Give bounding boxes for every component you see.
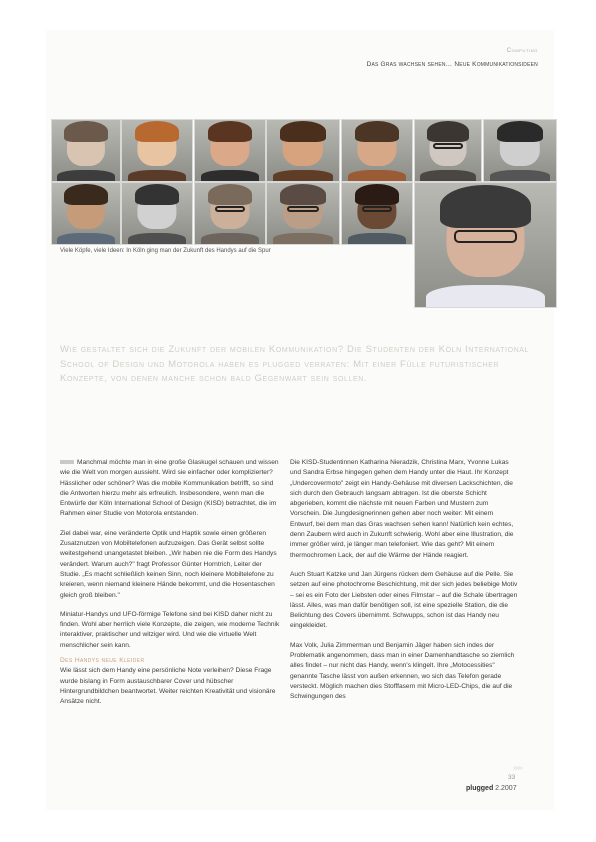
shoulders — [57, 233, 114, 245]
portrait-4 — [266, 119, 340, 182]
shoulders — [128, 170, 187, 182]
portrait-10 — [194, 182, 266, 245]
shoulders — [273, 170, 333, 182]
shoulders — [490, 170, 550, 182]
paragraph — [60, 458, 283, 520]
left-column — [60, 458, 283, 717]
portrait-6 — [414, 119, 482, 182]
hair — [497, 121, 543, 142]
shoulders — [348, 233, 407, 245]
lead-marker — [60, 460, 74, 464]
paragraph: Auch Stuart Katzke und Jan Jürgens rücken dem Gehäuse auf die Pelle. Sie setzen auf eine photochrome Beschichtung, mit der sich jedes beliebige Motiv – sei es ein Foto der Liebsten oder eines Filmstar – auf die Schale übertragen lässt. Alles, was man dafür benötigen soll, ist eine spezielle Station, die die Belichtung des Covers übernimmt. Schwupps, schon ist das Handy neu eingekleidet. — [290, 570, 518, 630]
subheading: Des Handys neue Kleider — [60, 657, 145, 665]
portrait-3 — [194, 119, 266, 182]
hair — [427, 121, 469, 142]
running-headline: Das Gras wachsen sehen… Neue Kommunikationsideen — [366, 61, 538, 68]
glasses-icon — [287, 206, 319, 212]
portrait-1 — [51, 119, 121, 182]
right-column — [290, 458, 518, 712]
issue-label — [466, 785, 517, 792]
paragraph: Max Volk, Julia Zimmerman und Benjamin Jäger haben sich indes der Problematik angenommen, dass man in einer Damenhandtasche so ziemlich alles findet – nur nicht das Handy, wenn's klingelt. Ihre „Motocessities" genannte Tasche lässt von außen erkennen, wo sich das Telefon gerade versteckt. Möglich machen dies Stofffasern mit Micro-LED-Chips, die auf die Schwingungen des — [290, 641, 515, 701]
hair — [355, 121, 400, 142]
shoulders — [348, 170, 407, 182]
portrait-5 — [341, 119, 413, 182]
hair — [64, 184, 108, 205]
portrait-large — [414, 182, 557, 308]
paragraph-text: Manchmal möchte man in eine große Glaskugel schauen und wissen wie die Welt von morgen aussieht. Wird sie einfacher oder komplizierter? Hässlicher oder schöner? Was die mobile Kommunikation betrifft, so sind die Antworten hierzu mehr als erfreulich. Insbesondere, wenn man die Entwürfe der Köln International School of Design (KISD) betrachtet, die im Rahmen einer Studie von Motorola entstanden. — [60, 459, 279, 518]
shoulders — [273, 233, 333, 245]
hair — [280, 184, 326, 205]
issue-number: 2.2007 — [495, 785, 517, 792]
portrait-8 — [51, 182, 121, 245]
portrait-9 — [121, 182, 193, 245]
paragraph: Ziel dabei war, eine veränderte Optik und Haptik sowie einen größeren Zusatznutzen von Mobiltelefonen aufzuzeigen. Das Gerät selbst sollte weitestgehend unangetastet bleiben. „Wir haben nie die Form des Handys verändert. Warum auch?" fragt Professor Günter Horntrich, Leiter der Studie. „Es macht schließlich keinen Sinn, noch kleinere Mobiltelefone zu kreieren, wenn niemand kleinere Hände bekommt, und die Hosentaschen gleich groß bleiben." — [60, 529, 277, 599]
section-label: Computing — [506, 48, 538, 54]
continue-arrows-icon: »»» — [513, 765, 522, 772]
intro-lead: Wie gestaltet sich die Zukunft der mobilen Kommunikation? Die Studenten der Köln International School of Design und Motorola haben es plugged verraten: Mit einer Fülle futuristischer Konzepte, von denen manche schon bald Gegenwart sein sollen. — [60, 344, 530, 384]
shoulders — [57, 170, 114, 182]
glasses-icon — [454, 230, 516, 242]
glasses-icon — [362, 206, 393, 212]
hair — [135, 121, 180, 142]
hair — [135, 184, 180, 205]
shoulders — [426, 285, 544, 308]
shoulders — [128, 233, 187, 245]
portrait-11 — [266, 182, 340, 245]
hair — [208, 121, 253, 142]
hair — [208, 184, 253, 205]
shoulders — [201, 170, 260, 182]
hair — [280, 121, 326, 142]
shoulders — [201, 233, 260, 245]
hair — [440, 185, 530, 227]
photo-caption: Viele Köpfe, viele Ideen: In Köln ging man der Zukunft des Handys auf die Spur — [60, 248, 271, 254]
paragraph: Die KISD-Studentinnen Katharina Nieradzik, Christina Marx, Yvonne Lukas und Sandra Erbse hingegen gehen dem Handy unter die Haut. Ihr Konzept „Undercovermoto" zeigt ein Handy-Gehäuse mit diversen Lackschichten, die sich durch den Gebrauch langsam abtragen. Ist die oberste Schicht abgerieben, kommt die nächste mit neuen Farben und Mustern zum Vorschein. Die Jungdesignerinnen gehen aber noch weiter: Mit einem Entwurf, bei dem man das Gras wachsen sehen kann! Natürlich kein echtes, denn Zaubern wird auch in Zukunft schwierig. Wohl aber eine Illustration, die immer größer wird, je länger man telefoniert. Wie das geht? Mit einem thermochromen Lack, der auf die Wärme der Hände reagiert. — [290, 459, 514, 559]
portrait-2 — [121, 119, 193, 182]
paragraph: Miniatur-Handys und UFO-förmige Telefone sind bei KISD daher nicht zu finden. Wohl aber herrlich viele Konzepte, die zeigen, wie moderne Technik interaktiver, praktischer und witziger wird. Und wie die virtuelle Welt menschlicher sein kann. — [60, 610, 280, 649]
glasses-icon — [433, 143, 462, 149]
page-number: 33 — [508, 774, 516, 781]
shoulders — [420, 170, 475, 182]
hair — [355, 184, 400, 205]
portrait-12 — [341, 182, 413, 245]
hair — [64, 121, 108, 142]
magazine-name: plugged — [466, 785, 494, 792]
portrait-7 — [483, 119, 557, 182]
paragraph: Wie lässt sich dem Handy eine persönliche Note verleihen? Diese Frage wurde bislang in Form austauschbarer Cover und hübscher Hintergrundbildchen beantwortet. Weiter reichten Kreativität und visionäre Ansätze nicht. — [60, 667, 276, 706]
glasses-icon — [215, 206, 246, 212]
